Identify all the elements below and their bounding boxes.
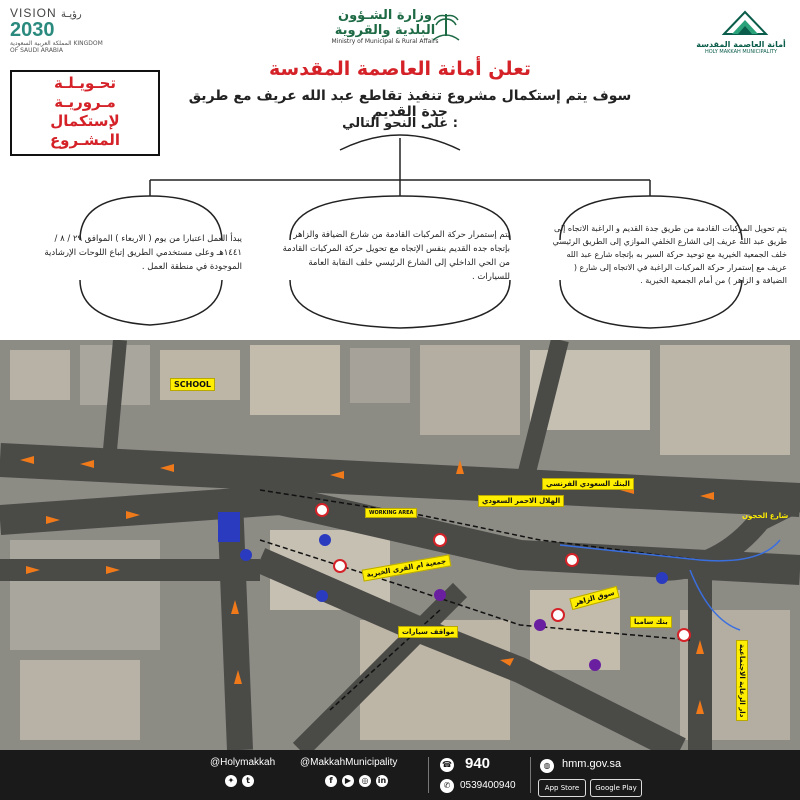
hotline-number[interactable]: 940 — [465, 755, 491, 772]
side-box-line1: تحـويـلـة — [53, 74, 117, 92]
label-road-hujun: شارع الحجون — [742, 512, 789, 520]
facebook-icon[interactable]: f — [325, 775, 337, 787]
connector-diagram — [0, 0, 800, 340]
ministry-name-en: Ministry of Municipal & Rural Affairs — [331, 38, 439, 45]
globe-icon: ◍ — [540, 759, 554, 773]
whatsapp-icon: ✆ — [440, 779, 454, 793]
twitter-handle[interactable]: @Holymakkah — [210, 757, 276, 768]
traffic-diversion-map — [0, 340, 800, 750]
app-store-badge[interactable]: App Store — [538, 779, 586, 797]
municipality-handle[interactable]: @MakkahMunicipality — [300, 757, 398, 768]
announcement-intro: على النحو التالي : — [342, 116, 458, 131]
side-box-line2: مـروريـة — [54, 93, 116, 111]
amana-en: HOLY MAKKAH MUNICIPALITY — [704, 49, 778, 55]
instagram-icon[interactable]: ◎ — [359, 775, 371, 787]
vision-kingdom: المملكة العربية السعودية KINGDOM OF SAUDI ARABIA — [10, 40, 103, 54]
amana-ar: أمانة العاصمة المقدسة — [696, 40, 786, 49]
announcement-title: تعلن أمانة العاصمة المقدسة — [269, 58, 531, 80]
label-school: SCHOOL — [170, 378, 215, 391]
whatsapp-number[interactable]: 0539400940 — [460, 780, 516, 791]
bubble-continue-traffic: يتم إستمرار حركة المركبات القادمة من شارع الضيافة والزاهر بإتجاه جده القديم بنفس الإتجاه مع تحويل حركة المركبات القادمة من الحي الداخلي إلى الشارع الرئيسي خلف النقابة العامة للسيارات . — [282, 230, 510, 282]
label-social-care: دار الرعاية الاجتماعية — [736, 640, 748, 721]
label-parking: مواقف سيارات — [398, 626, 458, 638]
label-french-bank: البنك السعودي الفرنسي — [542, 478, 634, 490]
map-canvas — [0, 340, 800, 750]
label-working-area: WORKING AREA — [365, 508, 417, 518]
bubble-start-date: يبدأ العمل اعتبارا من يوم ( الاربعاء ) الموافق ٢٩ / ٨ /١٤٤١هـ وعلى مستخدمي الطريق إتباع اللوحات الإرشادية الموجودة في منطقة العمل . — [44, 234, 242, 272]
linkedin-icon[interactable]: in — [377, 776, 387, 785]
ministry-name-line1: وزارة الشـؤون — [337, 8, 433, 23]
website-url[interactable]: hmm.gov.sa — [562, 758, 622, 770]
announcement-subtitle: سوف يتم إستكمال مشروع تنفيذ تقاطع عبد الله عريف مع طريق جدة القديم — [188, 88, 632, 120]
footer-divider — [428, 757, 429, 793]
label-zahir-market: سوق الزاهر — [569, 586, 619, 610]
google-play-badge[interactable]: Google Play — [590, 779, 642, 797]
footer — [0, 750, 800, 800]
twitter-icon[interactable]: t — [242, 775, 254, 787]
youtube-icon[interactable]: ▶ — [342, 775, 354, 787]
vision-ar: رؤيـة — [61, 9, 82, 20]
phone-icon: ☎ — [440, 758, 454, 772]
vision-year: 2030 — [10, 19, 55, 41]
side-box-line4: المشـروع — [49, 131, 121, 149]
bubble-diversion: يتم تحويل المركبات القادمة من طريق جدة القديم و الراغبة الاتجاه إلى طريق عبد الله عريف إلى الشارع الخلفي الموازي إلى الطريق الرئيسي خلف الجمعية الخيرية مع توحيد حركة السير به بإتجاه شارع عبد الله عريف مع إستمرار حركة المركبات الراغبة في الاتجاه إلى شارع ( الضيافة و الزاهر ) من أمام الجمعية الخيرية . — [552, 224, 787, 285]
side-box-line3: لإستكمال — [50, 112, 120, 130]
footer-divider — [530, 757, 531, 793]
snapchat-icon[interactable]: ✦ — [225, 775, 237, 787]
label-charity: جمعية ام القرى الخيرية — [362, 554, 451, 581]
vision-label: VISION — [10, 6, 57, 20]
ministry-name-line2: البلدية والقروية — [334, 23, 436, 38]
label-samba-bank: بنك سامبا — [630, 616, 672, 628]
label-red-crescent: الهلال الاحمر السعودي — [478, 495, 564, 507]
